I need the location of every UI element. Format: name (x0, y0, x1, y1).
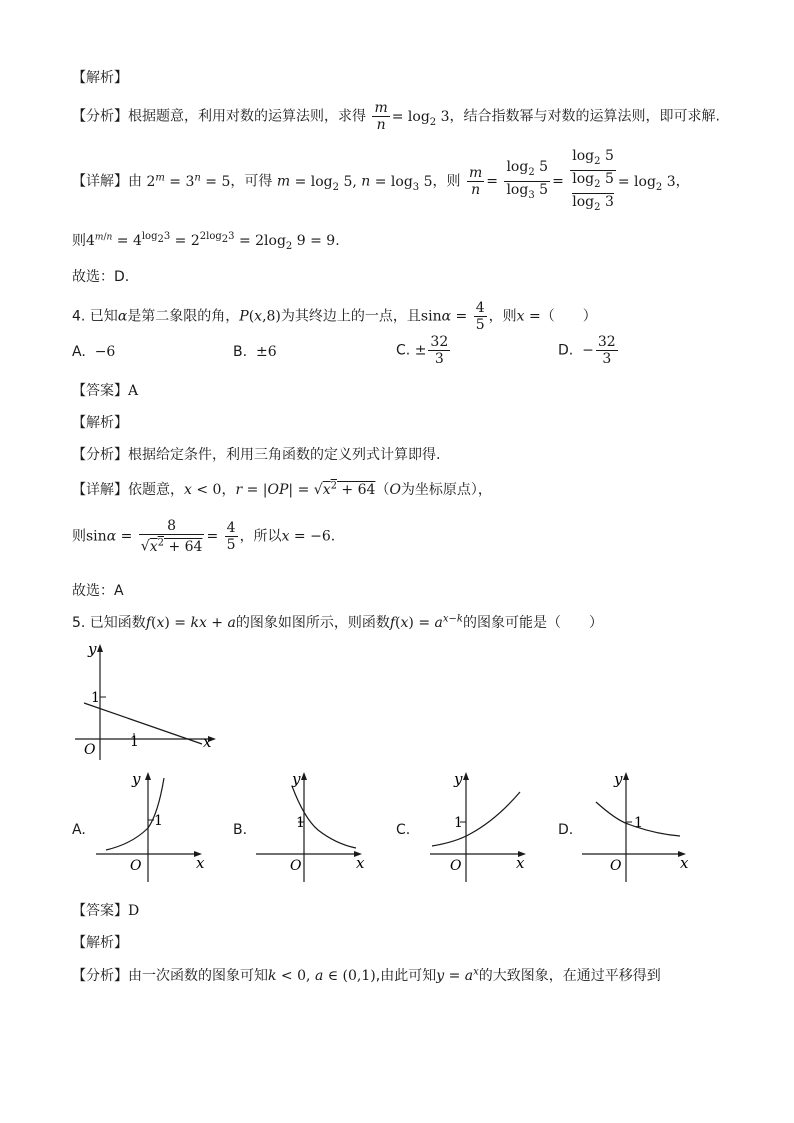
guxuan-1: 故选：D. (72, 269, 130, 285)
q5-option-b[interactable]: B. (233, 822, 248, 838)
q5-option-d-graph[interactable] (580, 770, 695, 885)
svg-text:O: O (290, 858, 302, 874)
svg-text:O: O (84, 742, 96, 758)
q4-stem: 4. 已知α是第二象限的角，P(x,8)为其终边上的一点，且sinα = $\frac{4}{5}$ ，则x =（ ） (72, 300, 597, 333)
svg-text:y: y (614, 770, 623, 788)
then-line-1: 则$4^{m/n} = 4^{log_23} = 2^{2log_23} = 2\log_2$ 9 = 9. (72, 231, 340, 252)
svg-text:x: x (680, 854, 689, 872)
q4-guxuan: 故选：A (72, 583, 124, 599)
svg-text:x: x (516, 854, 525, 872)
svg-text:y: y (292, 770, 301, 788)
q5-jiexi: 【解析】 (72, 935, 128, 951)
svg-text:1: 1 (130, 734, 139, 750)
jiexi-heading: 【解析】 (72, 70, 128, 86)
svg-text:1: 1 (296, 815, 305, 831)
q5-daan: 【答案】D (72, 903, 140, 919)
svg-text:y: y (88, 640, 97, 658)
q4-option-c[interactable]: C. ± $\frac{32}{3}$ (396, 334, 449, 367)
svg-text:1: 1 (634, 815, 643, 831)
q4-fenxi: 【分析】根据给定条件，利用三角函数的定义列式计算即得. (72, 447, 441, 463)
svg-text:O: O (130, 858, 142, 874)
svg-text:y: y (454, 770, 463, 788)
fenxi-line: 【分析】根据题意，利用对数的运算法则，求得 $\frac{m}{n}$ = $\log_2 3$，结合指数幂与对数的运算法则，即可求解. (72, 100, 720, 133)
q4-option-b[interactable]: B. ±6 (233, 344, 277, 360)
q4-jiexi: 【解析】 (72, 415, 128, 431)
svg-text:y: y (132, 770, 141, 788)
q5-option-c[interactable]: C. (396, 822, 411, 838)
q5-option-d[interactable]: D. (558, 822, 574, 838)
q4-option-d[interactable]: D. − $\frac{32}{3}$ (558, 334, 616, 367)
svg-text:1: 1 (454, 815, 463, 831)
q5-option-a[interactable]: A. (72, 822, 86, 838)
m-over-n: $\frac{m}{n}$ (374, 100, 388, 133)
q5-fenxi: 【分析】由一次函数的图象可知k < 0, a ∈ (0,1),由此可知$y = a^x$的大致图象，在通过平移得到 (72, 966, 661, 984)
xiangjie-line: 【详解】由 $2^m = 3^n = 5$，可得 $m = \log_2 5$, $n = \log_3 5$，则 $\frac{m}{n}$ = $\frac{\log_2 5}{\log_3 5}$ = $\log_2 5$ $\log_2 5$ $\log_2 3$ = $\log_2 3$， (72, 148, 690, 213)
q5-main-graph (70, 640, 220, 770)
q4-option-a[interactable]: A. −6 (72, 344, 116, 360)
q4-daan: 【答案】A (72, 383, 139, 399)
q4-then: 则sinα = $\frac{8}{√x^2 + 64}$ = $\frac{4}{5}$ ，所以x = −6. (72, 518, 336, 555)
q5-option-a-graph[interactable] (92, 770, 212, 885)
q5-option-b-graph[interactable] (252, 770, 372, 885)
svg-text:O: O (450, 858, 462, 874)
svg-text:1: 1 (154, 813, 163, 829)
q5-option-c-graph[interactable] (426, 770, 536, 885)
svg-text:x: x (196, 854, 205, 872)
svg-text:x: x (356, 854, 365, 872)
svg-text:x: x (203, 733, 212, 751)
svg-text:O: O (610, 858, 622, 874)
q4-xiangjie: 【详解】依题意，x < 0，$r = |OP| = √x^2 + 64(O$为坐标原点）， (72, 480, 492, 498)
q5-stem: 5. 已知函数f(x) = kx + a的图象如图所示，则函数$f(x) = a^{x-k}$的图象可能是（ ） (72, 613, 603, 631)
svg-text:1: 1 (91, 690, 100, 706)
